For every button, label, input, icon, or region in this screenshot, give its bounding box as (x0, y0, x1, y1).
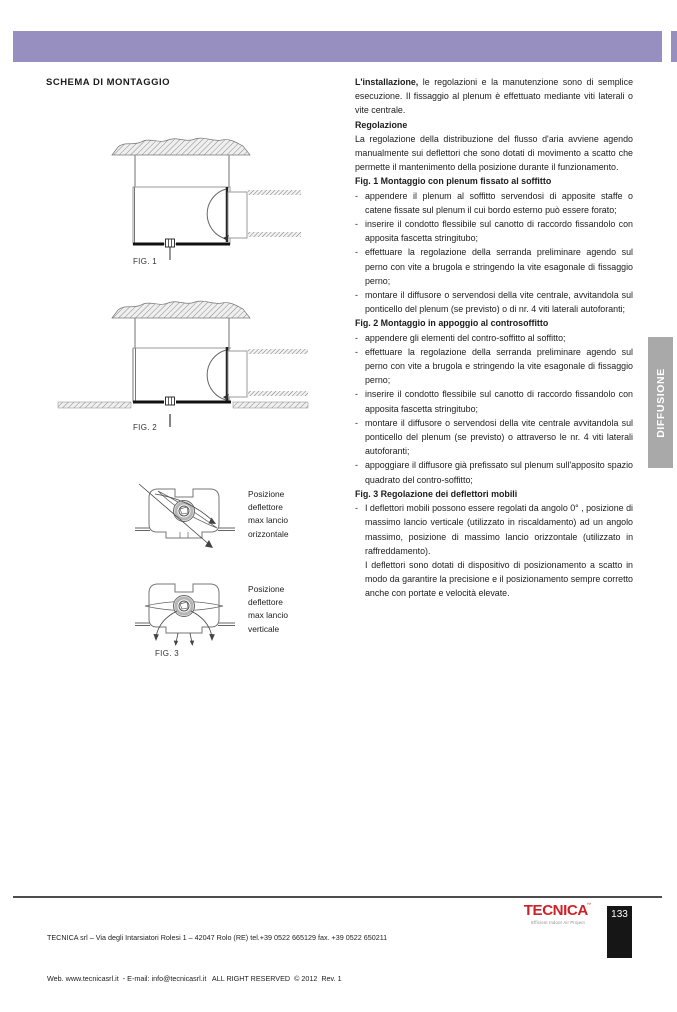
fig3-section-heading: Fig. 3 Regolazione dei deflettori mobili (355, 488, 518, 499)
section-tab-label: DIFFUSIONE (654, 367, 667, 438)
fig2-instruction-list (355, 331, 633, 487)
fig2-section-heading: Fig. 2 Montaggio in appoggio al controsoffitto (355, 318, 549, 329)
list-item: - inserire il condotto flessibile sul canotto di raccordo fissandolo con apposita fascetta stringitubo; (355, 219, 633, 244)
fig2-plenum-counterceiling-drawing (50, 290, 320, 430)
deflector-vertical-caption: Posizione deflettore max lancio verticale (248, 584, 289, 634)
deflector-vertical-drawing (125, 573, 245, 653)
flex-duct-top (248, 349, 308, 354)
list-item: - inserire il condotto flessibile sul canotto di raccordo fissandolo con apposita fascetta stringitubo; (355, 389, 633, 414)
page-number-badge: 133 (607, 906, 632, 958)
body-text-column (355, 75, 633, 601)
header-color-bar (13, 31, 662, 62)
fig3-paragraph: I deflettori sono dotati di dispositivo di posizionamento a scatto in modo da garantire la precisione e il posizionamento sempre corretto anche con portate e velocità elevate. (365, 559, 633, 599)
fig1-instruction-list (355, 189, 633, 317)
duct-stub (228, 192, 247, 238)
flex-duct-bottom (248, 391, 308, 396)
counter-ceiling-right (233, 402, 308, 408)
duct-stub (228, 351, 247, 397)
footer-line1: TECNICA srl – Via degli Intarsiatori Rolesi 1 – 42047 Rolo (RE) tel.+39 0522 665129 fax. +39 0522 650211 (47, 933, 388, 942)
flex-duct-top (248, 190, 301, 195)
damper-blade (207, 350, 226, 400)
intro-paragraph: L'installazione, le regolazioni e la manutenzione sono di semplice esecuzione. Il fissaggio al plenum è effettuato mediante viti laterali o vite centrale. (355, 77, 633, 116)
list-item: - I deflettori mobili possono essere regolati da angolo 0° , posizione di massimo lancio verticale (utilizzato in riscaldamento) ad un angolo massimo, posizione di massimo lancio orizzontale (utilizzato in raffreddamento). (355, 503, 633, 556)
list-item: - montare il diffusore o servendosi della vite centrale avvitandola sul ponticello del plenum (se previsto) o attraverso le nr. 4 viti laterali autoforanti; (355, 417, 633, 457)
central-screw (166, 239, 175, 247)
flex-duct-bottom (248, 232, 301, 237)
regolazione-heading: Regolazione (355, 119, 408, 130)
airflow-arrow (205, 540, 213, 548)
section-heading: SCHEMA DI MONTAGGIO (46, 77, 171, 88)
central-screw (166, 397, 175, 405)
header-color-bar-edge (671, 31, 677, 62)
deflector-horizontal-drawing (125, 478, 245, 563)
tecnica-logo-wordmark: TECNICA (523, 903, 588, 919)
list-item: - appendere gli elementi del contro-soffitto al soffitto; (355, 332, 566, 343)
fig3-instruction-list (355, 501, 633, 558)
section-tab-diffusione (648, 337, 673, 468)
list-item: - montare il diffusore o servendosi della vite centrale, avvitandola sul ponticello del plenum (se previsto) o di nr. 4 viti laterali autoforanti; (355, 290, 633, 315)
fig1-label: FIG. 1 (133, 257, 158, 266)
tecnica-logo (514, 902, 602, 925)
list-item: - effettuare la regolazione della serranda preliminare agendo sul perno con vite a brugola e stringendo la vite esagonale di fissaggio perno; (355, 346, 633, 386)
list-item: - effettuare la regolazione della serranda preliminare agendo sul perno con vite a brugola e stringendo la vite esagonale di fissaggio perno; (355, 247, 633, 286)
ceiling-hatch (112, 138, 250, 155)
tecnica-logo-tagline: Efficient Indoor Air Project (531, 920, 585, 925)
footer-divider (13, 896, 662, 898)
fig2-label: FIG. 2 (133, 423, 158, 432)
footer-contact (47, 904, 387, 1012)
deflector-horizontal-caption: Posizione deflettore max lancio orizzontale (248, 489, 289, 539)
airflow-arrow (190, 641, 194, 647)
footer-line2: Web. www.tecnicasrl.it - E-mail: info@tecnicasrl.it ALL RIGHT RESERVED © 2012 Rev. 1 (47, 973, 342, 983)
fig1-section-heading: Fig. 1 Montaggio con plenum fissato al soffitto (355, 176, 552, 187)
counter-ceiling-left (58, 402, 131, 408)
list-item: - appendere il plenum al soffitto servendosi di apposite staffe o catene fissate sul plenum il cui bordo esterno può essere forato; (355, 190, 633, 215)
fig1-plenum-ceiling-drawing (55, 134, 305, 262)
ceiling-hatch (112, 301, 250, 318)
regolazione-body: La regolazione della distribuzione del flusso d'aria avviene agendo manualmente sui deflettori che sono dotati di movimento a scatto che permette il mantenimento della posizione durante il funzionamento. (355, 133, 633, 173)
list-item: - appoggiare il diffusore già prefissato sul plenum sull'apposito spazio quadrato del contro-soffitto; (355, 460, 633, 485)
trademark-symbol: ™ (586, 902, 592, 907)
intro-lead: L'installazione, (355, 77, 419, 87)
fig3-label: FIG. 3 (155, 649, 180, 658)
